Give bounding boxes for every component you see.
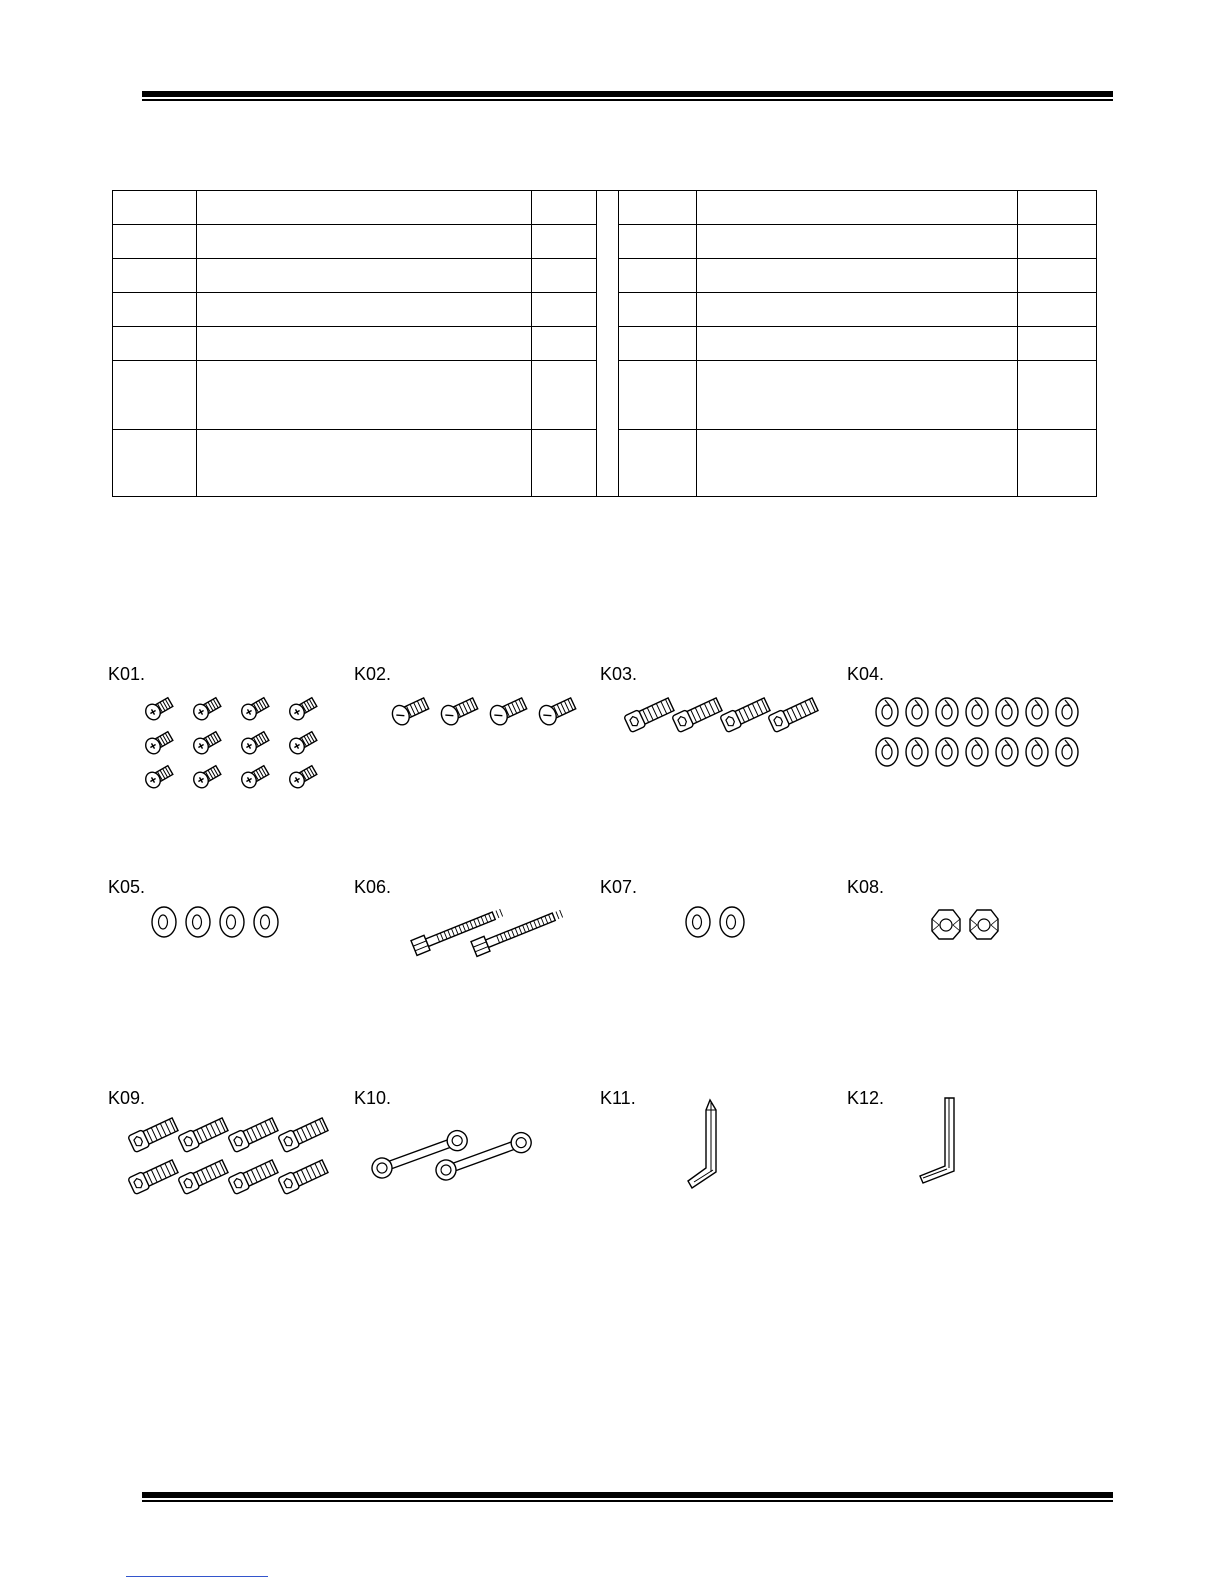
part-code: K06. <box>354 877 392 897</box>
table-cell <box>1018 293 1097 327</box>
table-cell <box>697 361 1018 430</box>
table-cell <box>1018 259 1097 293</box>
part-k04 <box>847 664 1087 834</box>
table-cell <box>697 327 1018 361</box>
table-row <box>113 191 1097 225</box>
pan-head-screw-icon <box>108 664 348 834</box>
part-k01 <box>108 664 348 834</box>
flat-washer-icon <box>108 877 348 1047</box>
footer-link-underline[interactable] <box>126 1576 268 1577</box>
table-cell <box>197 327 532 361</box>
table-cell <box>1018 430 1097 497</box>
table-cell <box>197 259 532 293</box>
table-cell <box>113 327 197 361</box>
table-cell <box>619 225 697 259</box>
part-code: K01. <box>108 664 146 684</box>
part-k12 <box>847 1088 1087 1258</box>
split-lock-washer-icon <box>847 664 1087 834</box>
table-cell <box>197 430 532 497</box>
parts-table <box>112 190 1097 497</box>
table-cell <box>1018 225 1097 259</box>
part-k11 <box>600 1088 840 1258</box>
table-cell <box>697 225 1018 259</box>
part-code: K11. <box>600 1088 636 1108</box>
table-cell <box>697 430 1018 497</box>
socket-cap-bolt-icon <box>108 1088 348 1258</box>
table-cell <box>113 293 197 327</box>
table-divider-column <box>597 191 619 497</box>
table-cell <box>1018 327 1097 361</box>
round-head-screw-icon <box>354 664 594 834</box>
table-cell <box>532 327 597 361</box>
table-cell <box>532 293 597 327</box>
table-cell <box>113 225 197 259</box>
table-cell <box>1018 191 1097 225</box>
part-code: K07. <box>600 877 638 897</box>
part-k10 <box>354 1088 594 1258</box>
flat-washer-icon <box>600 877 840 1047</box>
table-cell <box>619 293 697 327</box>
part-code: K05. <box>108 877 146 897</box>
part-code: K08. <box>847 877 885 897</box>
table-cell <box>197 293 532 327</box>
table-cell <box>113 259 197 293</box>
long-hex-bolt-icon <box>354 877 594 1047</box>
table-cell <box>113 191 197 225</box>
nylon-lock-nut-icon <box>847 877 1087 1047</box>
footer-rule <box>142 1492 1113 1502</box>
part-k05 <box>108 877 348 1047</box>
part-code: K03. <box>600 664 638 684</box>
table-cell <box>532 225 597 259</box>
box-wrench-icon <box>354 1088 594 1258</box>
part-k06 <box>354 877 594 1047</box>
part-code: K04. <box>847 664 885 684</box>
part-k03 <box>600 664 840 834</box>
table-cell <box>697 259 1018 293</box>
table-cell <box>619 430 697 497</box>
header-rule <box>142 91 1113 101</box>
table-cell <box>532 191 597 225</box>
table-cell <box>619 361 697 430</box>
screwdriver-allen-key-icon <box>600 1088 840 1258</box>
socket-cap-bolt-icon <box>600 664 840 834</box>
part-code: K12. <box>847 1088 885 1108</box>
table-cell <box>532 361 597 430</box>
table-cell <box>532 430 597 497</box>
table-cell <box>113 361 197 430</box>
table-cell <box>697 191 1018 225</box>
part-code: K02. <box>354 664 392 684</box>
table-cell <box>619 191 697 225</box>
table-cell <box>697 293 1018 327</box>
table-cell <box>197 361 532 430</box>
allen-key-icon <box>847 1088 1087 1258</box>
table-cell <box>1018 361 1097 430</box>
table-cell <box>113 430 197 497</box>
part-k07 <box>600 877 840 1047</box>
part-k09 <box>108 1088 348 1258</box>
table-cell <box>197 225 532 259</box>
part-k08 <box>847 877 1087 1047</box>
table-cell <box>532 259 597 293</box>
table-cell <box>197 191 532 225</box>
table-cell <box>619 327 697 361</box>
part-code: K09. <box>108 1088 146 1108</box>
table-cell <box>619 259 697 293</box>
part-k02 <box>354 664 594 834</box>
part-code: K10. <box>354 1088 392 1108</box>
